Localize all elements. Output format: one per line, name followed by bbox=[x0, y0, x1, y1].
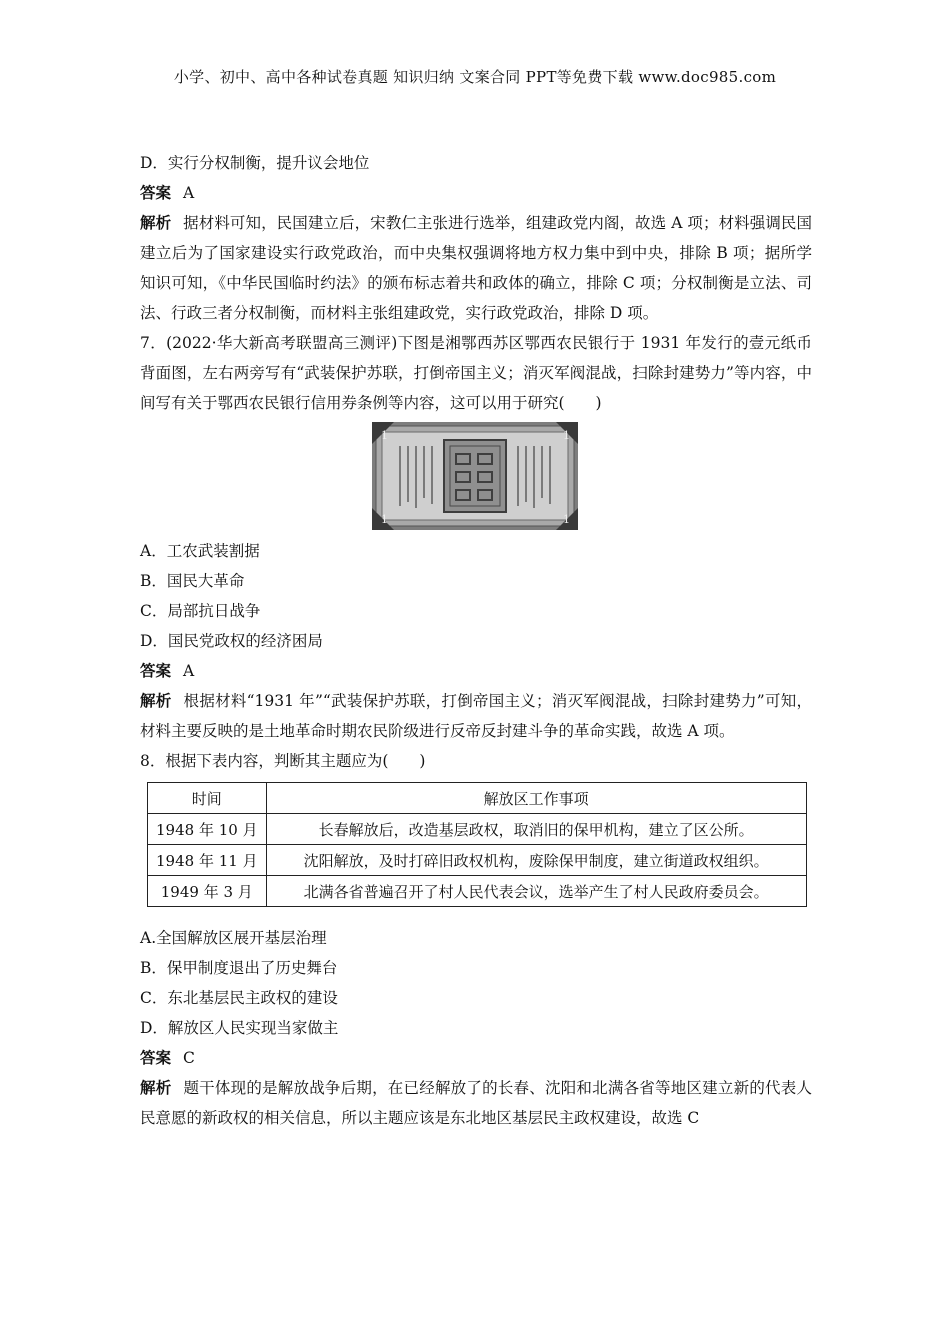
table-cell-time: 1949 年 3 月 bbox=[148, 876, 267, 907]
q6-option-d: D．实行分权制衡，提升议会地位 bbox=[140, 154, 370, 172]
q7-option-b: B．国民大革命 bbox=[140, 572, 245, 590]
analysis-label: 解析 bbox=[140, 691, 172, 710]
q6-answer bbox=[140, 178, 812, 208]
analysis-text: 据材料可知，民国建立后，宋教仁主张进行选举，组建政党内阁，故选 A 项；材料强调民国建立后为了国家建设实行政党政治，而中央集权强调将地方权力集中到中央，排除 B 项；据所学知识可知，《中华民国临时约法》的颁布标志着共和政体的确立，排除 C 项；分权制衡是立法、司法、行政三者分权制衡，而材料主张组建政党，实行政党政治，排除 D 项。 bbox=[140, 214, 812, 322]
analysis-text: 题干体现的是解放战争后期，在已经解放了的长春、沈阳和北满各省等地区建立新的代表人民意愿的新政权的相关信息，所以主题应该是东北地区基层民主政权建设，故选 C bbox=[140, 1079, 812, 1127]
table-header-row bbox=[148, 783, 807, 814]
answer-value: A bbox=[183, 662, 195, 680]
table-cell-time: 1948 年 11 月 bbox=[148, 845, 267, 876]
answer-label: 答案 bbox=[140, 661, 172, 680]
table-header-item: 解放区工作事项 bbox=[266, 783, 806, 814]
q8-stem: 8．根据下表内容，判断其主题应为( ) bbox=[140, 752, 426, 770]
q8-answer bbox=[140, 1043, 812, 1073]
note-digit-tr: 1 bbox=[563, 429, 570, 442]
answer-label: 答案 bbox=[140, 1048, 172, 1067]
q8-option-b: B．保甲制度退出了历史舞台 bbox=[140, 959, 338, 977]
q8-table bbox=[147, 782, 807, 907]
q7-option-d: D．国民党政权的经济困局 bbox=[140, 632, 323, 650]
note-digit-bl: 1 bbox=[381, 513, 388, 526]
table-header-time: 时间 bbox=[148, 783, 267, 814]
q8-option-a: A.全国解放区展开基层治理 bbox=[140, 929, 327, 947]
analysis-label: 解析 bbox=[140, 1078, 172, 1097]
answer-value: A bbox=[183, 184, 195, 202]
q8-option-d: D．解放区人民实现当家做主 bbox=[140, 1019, 339, 1037]
q7-option-a: A．工农武装割据 bbox=[140, 542, 260, 560]
q8-option-c: C．东北基层民主政权的建设 bbox=[140, 989, 338, 1007]
q7-answer bbox=[140, 656, 812, 686]
table-cell-item: 北满各省普遍召开了村人民代表会议，选举产生了村人民政府委员会。 bbox=[266, 876, 806, 907]
table-row bbox=[148, 845, 807, 876]
q8-analysis bbox=[140, 1073, 812, 1133]
table-cell-item: 沈阳解放，及时打碎旧政权机构，废除保甲制度，建立街道政权组织。 bbox=[266, 845, 806, 876]
table-cell-time: 1948 年 10 月 bbox=[148, 814, 267, 845]
answer-label: 答案 bbox=[140, 183, 172, 202]
q7-option-c: C．局部抗日战争 bbox=[140, 602, 261, 620]
table-row bbox=[148, 814, 807, 845]
table-row bbox=[148, 876, 807, 907]
page-header: 小学、初中、高中各种试卷真题 知识归纳 文案合同 PPT等免费下载 www.doc985.com bbox=[173, 68, 777, 86]
note-digit-tl: 1 bbox=[381, 429, 388, 442]
banknote-image bbox=[372, 422, 578, 530]
analysis-text: 根据材料“1931 年”“武装保护苏联，打倒帝国主义；消灭军阀混战，扫除封建势力”可知，材料主要反映的是土地革命时期农民阶级进行反帝反封建斗争的革命实践，故选 A 项。 bbox=[140, 692, 812, 740]
q7-stem: 7．(2022·华大新高考联盟高三测评)下图是湘鄂西苏区鄂西农民银行于 1931 年发行的壹元纸币背面图，左右两旁写有“武装保护苏联，打倒帝国主义；消灭军阀混战，扫除封建势力”等内容，中间写有关于鄂西农民银行信用券条例等内容，这可以用于研究( ) bbox=[140, 334, 812, 412]
document-body bbox=[140, 148, 812, 1133]
analysis-label: 解析 bbox=[140, 213, 172, 232]
q6-analysis bbox=[140, 208, 812, 328]
note-digit-br: 1 bbox=[563, 513, 570, 526]
table-cell-item: 长春解放后，改造基层政权，取消旧的保甲机构，建立了区公所。 bbox=[266, 814, 806, 845]
q7-analysis bbox=[140, 686, 812, 746]
answer-value: C bbox=[183, 1049, 195, 1067]
